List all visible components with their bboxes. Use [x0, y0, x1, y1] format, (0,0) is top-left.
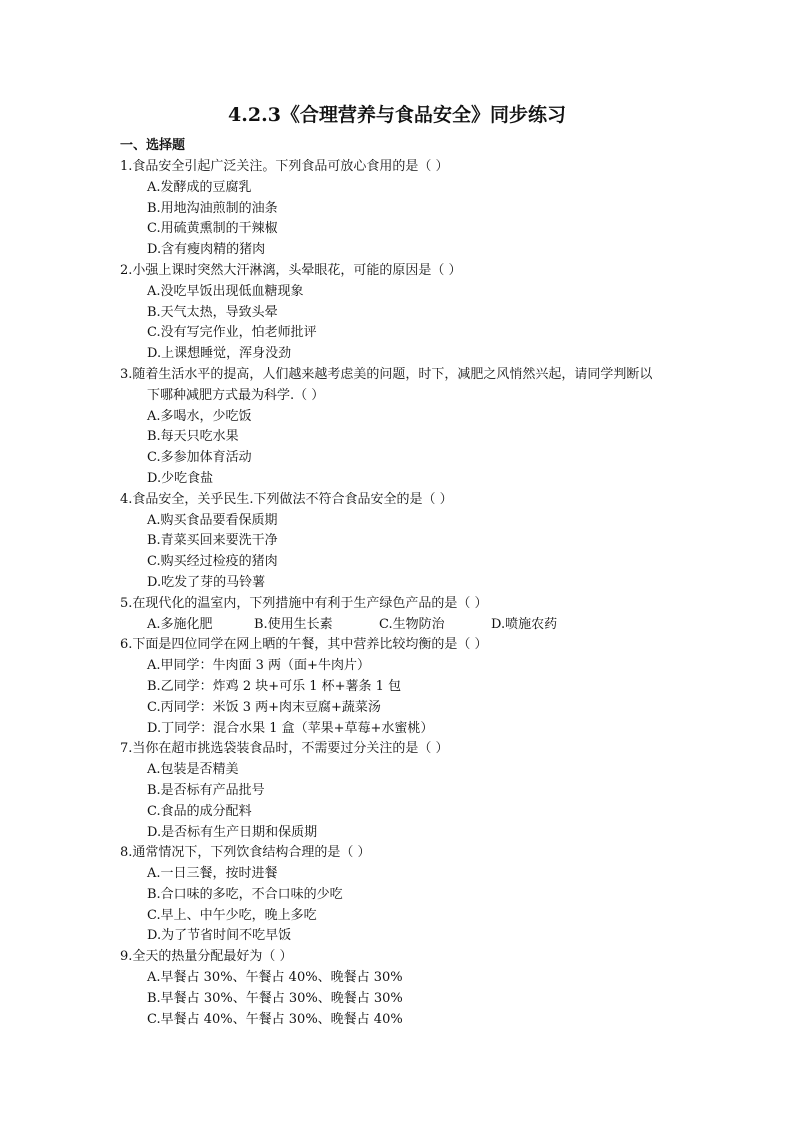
question-stem: 3.随着生活水平的提高，人们越来越考虑美的问题，时下，减肥之风悄然兴起，请同学判断以: [120, 366, 653, 382]
question-4: [120, 490, 720, 594]
option-b: B.天气太热，导致头晕: [147, 304, 278, 320]
option-d: D.喷施农药: [491, 616, 558, 632]
question-2: [120, 261, 720, 365]
question-stem: 1.食品安全引起广泛关注。下列食品可放心食用的是（ ）: [120, 159, 449, 174]
question-9: [120, 947, 720, 1030]
option-d: D.是否标有生产日期和保质期: [147, 824, 318, 840]
option-d: D.含有瘦肉精的猪肉: [147, 242, 266, 258]
option-c: C.没有写完作业，怕老师批评: [147, 325, 317, 341]
option-a: A.多喝水，少吃饭: [147, 408, 252, 424]
option-a: A.发酵成的豆腐乳: [147, 179, 252, 195]
option-b: B.使用生长素: [254, 616, 333, 632]
question-stem: 9.全天的热量分配最好为（ ）: [120, 949, 293, 965]
question-stem: 7.当你在超市挑选袋装食品时，不需要过分关注的是（ ）: [120, 741, 449, 757]
option-a: A.购买食品要看保质期: [147, 512, 278, 528]
option-b: B.用地沟油煎制的油条: [147, 200, 278, 216]
option-a: A.早餐占 30%、午餐占 40%、晚餐占 30%: [147, 970, 403, 986]
option-a: A.一日三餐，按时进餐: [147, 866, 278, 882]
question-3: [120, 365, 720, 490]
question-7: [120, 739, 720, 843]
option-a: A.包装是否精美: [147, 762, 239, 778]
option-row: [120, 615, 720, 636]
option-b: B.每天只吃水果: [147, 429, 239, 445]
option-c: C.早餐占 40%、午餐占 30%、晚餐占 40%: [147, 1011, 403, 1027]
option-d: D.吃发了芽的马铃薯: [147, 574, 266, 590]
option-b: B.合口味的多吃，不合口味的少吃: [147, 886, 343, 902]
question-stem: 8.通常情况下，下列饮食结构合理的是（ ）: [120, 845, 371, 861]
option-c: C.食品的成分配料: [147, 803, 252, 819]
option-c: C.多参加体育活动: [147, 450, 252, 466]
section-heading: 一、选择题: [120, 138, 186, 153]
question-stem-continued: 下哪种减肥方式最为科学.（ ）: [147, 387, 325, 403]
question-stem: 5.在现代化的温室内，下列措施中有利于生产绿色产品的是（ ）: [120, 595, 488, 611]
option-b: B.乙同学：炸鸡 2 块+可乐 1 杯+薯条 1 包: [147, 678, 402, 694]
question-1: [120, 157, 720, 261]
question-stem: 2.小强上课时突然大汗淋漓，头晕眼花，可能的原因是（ ）: [120, 262, 462, 278]
question-list: [120, 157, 720, 1030]
option-d: D.上课想睡觉，浑身没劲: [147, 346, 292, 362]
option-c: C.生物防治: [379, 616, 445, 632]
page-title: 4.2.3《合理营养与食品安全》同步练习: [228, 104, 566, 126]
option-d: D.丁同学：混合水果 1 盒（苹果+草莓+水蜜桃）: [147, 720, 434, 736]
option-b: B.早餐占 30%、午餐占 30%、晚餐占 30%: [147, 990, 403, 1006]
question-5: [120, 594, 720, 636]
question-stem: 6.下面是四位同学在网上晒的午餐，其中营养比较均衡的是（ ）: [120, 637, 488, 653]
question-8: [120, 843, 720, 947]
option-b: B.青菜买回来要洗干净: [147, 533, 278, 549]
option-d: D.为了节省时间不吃早饭: [147, 928, 292, 944]
option-b: B.是否标有产品批号: [147, 782, 265, 798]
option-d: D.少吃食盐: [147, 470, 214, 486]
option-a: A.多施化肥: [147, 616, 213, 632]
option-c: C.早上、中午少吃，晚上多吃: [147, 907, 317, 923]
option-c: C.购买经过检疫的猪肉: [147, 554, 278, 570]
question-6: [120, 635, 720, 739]
option-c: C.用硫黄熏制的干辣椒: [147, 221, 278, 237]
question-stem: 4.食品安全，关乎民生.下列做法不符合食品安全的是（ ）: [120, 491, 453, 507]
option-c: C.丙同学：米饭 3 两+肉末豆腐+蔬菜汤: [147, 699, 381, 715]
option-a: A.没吃早饭出现低血糖现象: [147, 283, 304, 299]
option-a: A.甲同学：牛肉面 3 两（面+牛肉片）: [147, 658, 370, 674]
